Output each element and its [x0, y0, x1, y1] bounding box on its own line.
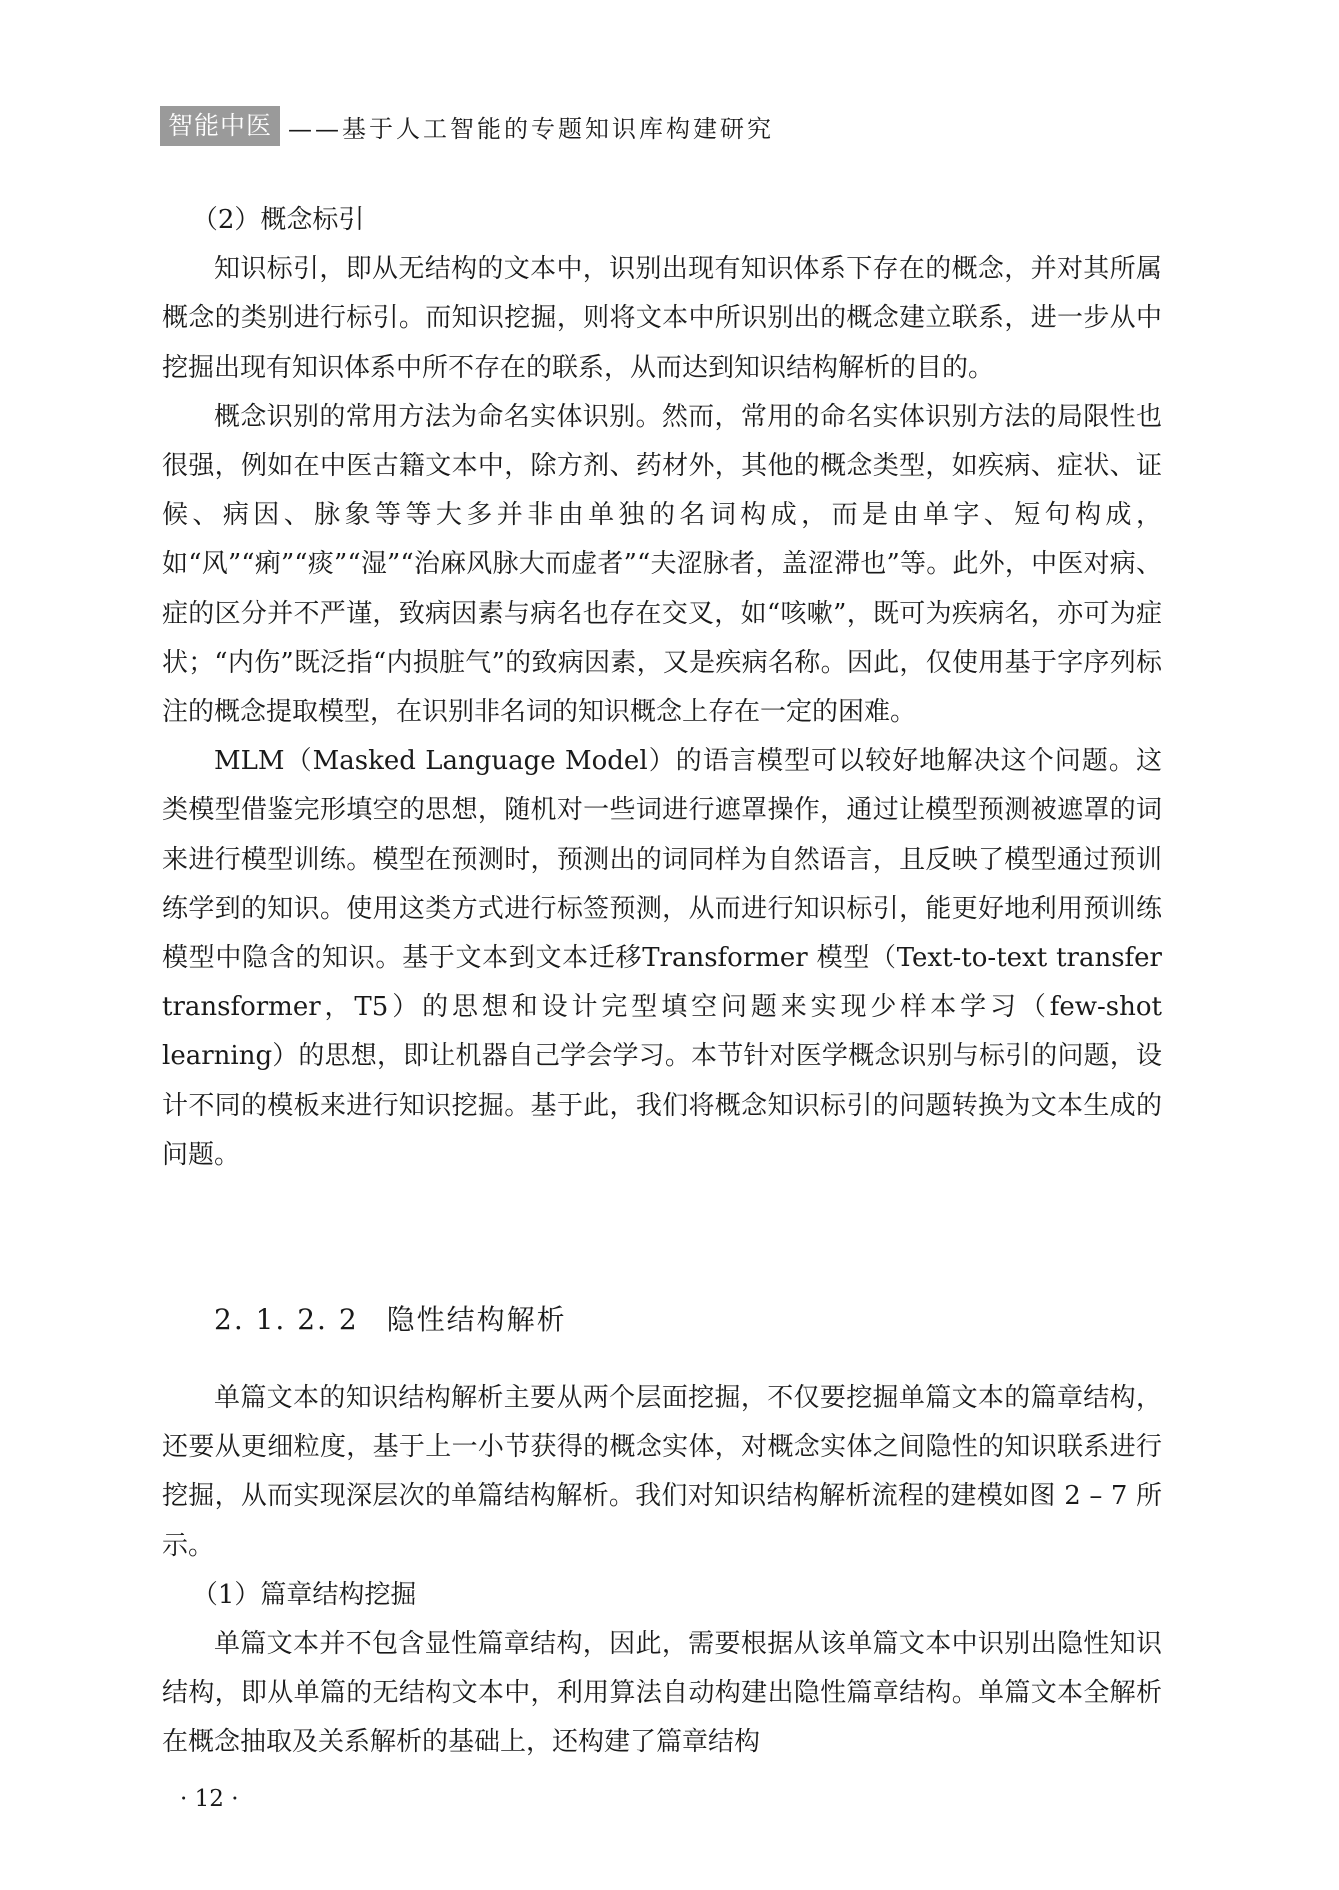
section-number: 2. 1. 2. 2 [214, 1303, 359, 1336]
paragraph: MLM（Masked Language Model）的语言模型可以较好地解决这个问题。这类模型借鉴完形填空的思想，随机对一些词进行遮罩操作，通过让模型预测被遮罩的词来进行模型训练。模型在预测时，预测出的词同样为自然语言，且反映了模型通过预训练学到的知识。使用这类方式进行标签预测，从而进行知识标引，能更好地利用预训练模型中隐含的知识。基于文本到文本迁移Transformer 模型（Text-to-text transfer transformer，T5）的思想和设计完型填空问题来实现少样本学习（few-shot learning）的思想，即让机器自己学会学习。本节针对医学概念识别与标引的问题，设计不同的模板来进行知识挖掘。基于此，我们将概念知识标引的问题转换为文本生成的问题。 [162, 746, 1162, 1170]
body-block-concept-indexing [162, 196, 1162, 1180]
paragraph: 单篇文本并不包含显性篇章结构，因此，需要根据从该单篇文本中识别出隐性知识结构，即从单篇的无结构文本中，利用算法自动构建出隐性篇章结构。单篇文本全解析在概念抽取及关系解析的基础上，还构建了篇章结构 [162, 1629, 1162, 1758]
paragraph: 知识标引，即从无结构的文本中，识别出现有知识体系下存在的概念，并对其所属概念的类别进行标引。而知识挖掘，则将文本中所识别出的概念建立联系，进一步从中挖掘出现有知识体系中所不存在的联系，从而达到知识结构解析的目的。 [162, 254, 1162, 383]
subheading-discourse-structure: （1）篇章结构挖掘 [191, 1579, 417, 1610]
body-block-implicit-structure [162, 1374, 1162, 1768]
header-title: ——基于人工智能的专题知识库构建研究 [288, 114, 775, 143]
header-badge: 智能中医 [160, 106, 280, 146]
subheading-concept-indexing: （2）概念标引 [191, 205, 365, 235]
paragraph: 概念识别的常用方法为命名实体识别。然而，常用的命名实体识别方法的局限性也很强，例如在中医古籍文本中，除方剂、药材外，其他的概念类型，如疾病、症状、证候、病因、脉象等等大多并非由单独的名词构成，而是由单字、短句构成，如“风”“痢”“痰”“湿”“治麻风脉大而虚者”“夫涩脉者，盖涩滞也”等。此外，中医对病、症的区分并不严谨，致病因素与病名也存在交叉，如“咳嗽”，既可为疾病名，亦可为症状；“内伤”既泛指“内损脏气”的致病因素，又是疾病名称。因此，仅使用基于字序列标注的概念提取模型，在识别非名词的知识概念上存在一定的困难。 [162, 401, 1162, 728]
section-title: 隐性结构解析 [386, 1303, 567, 1336]
running-header [160, 106, 774, 146]
page-number: · 12 · [180, 1786, 239, 1812]
section-heading [214, 1295, 567, 1345]
paragraph: 单篇文本的知识结构解析主要从两个层面挖掘，不仅要挖掘单篇文本的篇章结构，还要从更细粒度，基于上一小节获得的概念实体，对概念实体之间隐性的知识联系进行挖掘，从而实现深层次的单篇结构解析。我们对知识结构解析流程的建模如图 2 – 7 所示。 [162, 1383, 1162, 1561]
